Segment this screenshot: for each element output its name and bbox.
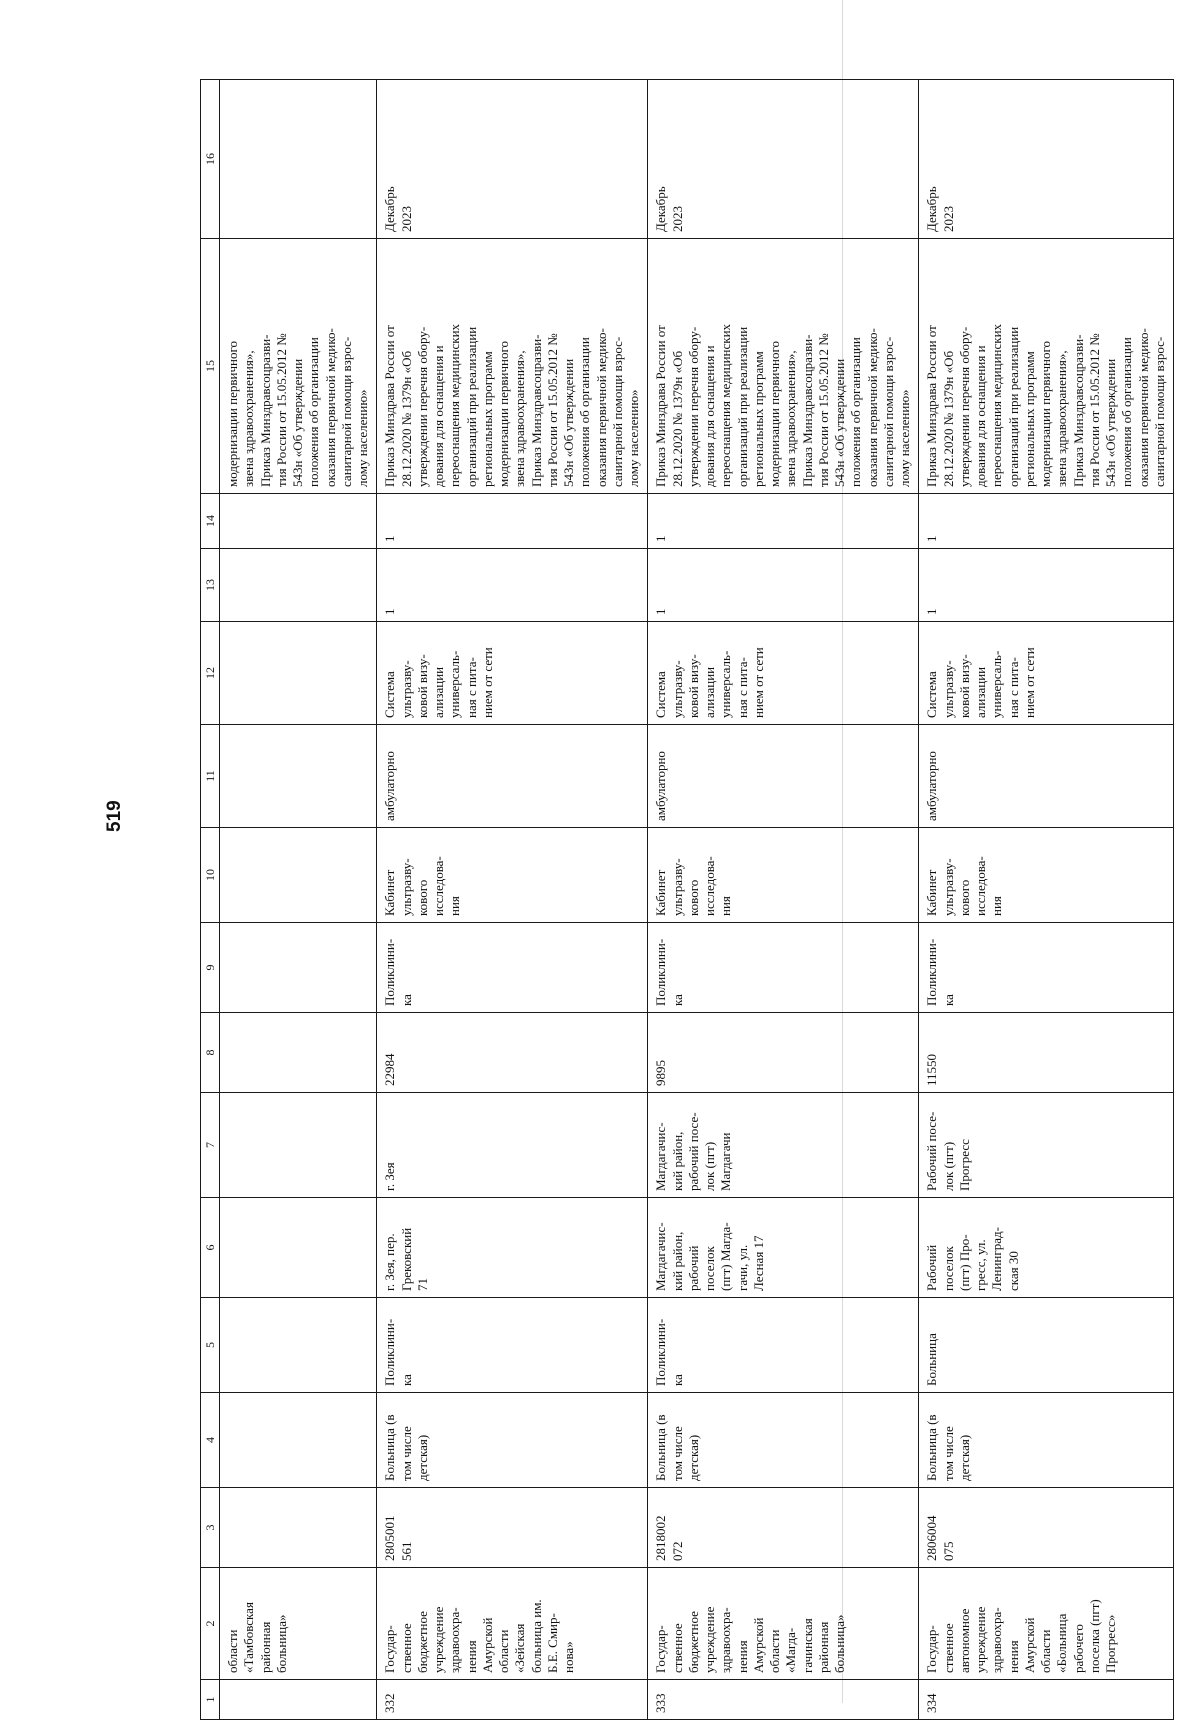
cell-quantity: 1 xyxy=(377,549,648,622)
column-number: 7 xyxy=(201,1093,220,1198)
column-number: 13 xyxy=(201,549,220,622)
column-number: 9 xyxy=(201,923,220,1013)
cell-org-type: Больница (в том числе детская) xyxy=(377,1393,648,1488)
cell-inn: 2806004 075 xyxy=(919,1488,1174,1568)
cell-population: 22984 xyxy=(377,1013,648,1093)
column-number: 1 xyxy=(201,1680,220,1720)
page-number: 519 xyxy=(104,800,125,832)
cell-inn: 2805001 561 xyxy=(377,1488,648,1568)
column-number: 16 xyxy=(201,80,220,239)
cell-equipment: Система ультразву- ковой визу- ализации универсаль- ная с пита- нием от сети xyxy=(919,622,1174,725)
cell-subdivision: Поликлини- ка xyxy=(377,923,648,1013)
cell-locality: г. Зея xyxy=(377,1093,648,1198)
cell-address: Рабочий поселок (пгт) Про- гресс, ул. Ленинград- ская 30 xyxy=(919,1198,1174,1298)
cell-regulation: Приказ Минздрава России от 28.12.2020 № 1379н «Об утверждении перечня обору- дования для оснащения и переоснащения медицинских организаций при реализации региональных программ модернизации первичного звена здравоохранения», Приказ Минздравсоцразви- тия России от 15.05.2012 № 543н «Об утверждении положения об организации оказания первичной медико- санитарной помощи взрос- xyxy=(919,239,1174,494)
cell-quantity-total: 1 xyxy=(648,494,919,549)
column-number: 14 xyxy=(201,494,220,549)
cell-care-conditions: амбулаторно xyxy=(648,725,919,828)
column-number: 3 xyxy=(201,1488,220,1568)
cell-cabinet: Кабинет ультразву- кового исследова- ния xyxy=(648,828,919,923)
cell-unit-type xyxy=(220,1298,377,1393)
cell-care-conditions: амбулаторно xyxy=(919,725,1174,828)
cell-care-conditions: амбулаторно xyxy=(377,725,648,828)
cell-organization: области «Тамбовская районная больница» xyxy=(220,1568,377,1680)
cell-subdivision xyxy=(220,923,377,1013)
cell-org-type xyxy=(220,1393,377,1488)
cell-inn: 2818002 072 xyxy=(648,1488,919,1568)
cell-regulation: Приказ Минздрава России от 28.12.2020 № 1379н «Об утверждении перечня обору- дования для оснащения и переоснащения медицинских организаций при реализации региональных программ модернизации первичного звена здравоохранения», Приказ Минздравсоцразви- тия России от 15.05.2012 № 543н «Об утверждении положения об организации оказания первичной медико- санитарной помощи взрос- лому населению» xyxy=(648,239,919,494)
column-number-row xyxy=(201,80,220,1720)
cell-quantity-total: 1 xyxy=(377,494,648,549)
cell-deadline: Декабрь 2023 xyxy=(377,80,648,239)
cell-population xyxy=(220,1013,377,1093)
cell-locality: Магдагачис- кий район, рабочий посе- лок (пгт) Магдагачи xyxy=(648,1093,919,1198)
cell-equipment: Система ультразву- ковой визу- ализации универсаль- ная с пита- нием от сети xyxy=(377,622,648,725)
cell-equipment: Система ультразву- ковой визу- ализации универсаль- ная с пита- нием от сети xyxy=(648,622,919,725)
column-number: 8 xyxy=(201,1013,220,1093)
cell-quantity: 1 xyxy=(919,549,1174,622)
cell-deadline: Декабрь 2023 xyxy=(919,80,1174,239)
cell-equipment xyxy=(220,622,377,725)
cell-regulation: Приказ Минздрава России от 28.12.2020 № 1379н «Об утверждении перечня обору- дования для оснащения и переоснащения медицинских организаций при реализации региональных программ модернизации первичного звена здравоохранения», Приказ Минздравсоцразви- тия России от 15.05.2012 № 543н «Об утверждении положения об организации оказания первичной медико- санитарной помощи взрос- лому населению» xyxy=(377,239,648,494)
column-number: 2 xyxy=(201,1568,220,1680)
cell-regulation: модернизации первичного звена здравоохранения», Приказ Минздравсоцразви- тия России от 15.05.2012 № 543н «Об утверждении положения об организации оказания первичной медико- санитарной помощи взрос- лому населению» xyxy=(220,239,377,494)
cell-cabinet: Кабинет ультразву- кового исследова- ния xyxy=(377,828,648,923)
cell-row-number: 333 xyxy=(648,1680,919,1720)
table-row xyxy=(919,80,1174,1720)
equipment-table xyxy=(200,79,1174,1720)
table-row xyxy=(648,80,919,1720)
cell-org-type: Больница (в том числе детская) xyxy=(919,1393,1174,1488)
cell-deadline xyxy=(220,80,377,239)
cell-care-conditions xyxy=(220,725,377,828)
cell-quantity xyxy=(220,549,377,622)
cell-population: 11550 xyxy=(919,1013,1174,1093)
cell-cabinet xyxy=(220,828,377,923)
table-row xyxy=(220,80,377,1720)
cell-row-number xyxy=(220,1680,377,1720)
cell-address xyxy=(220,1198,377,1298)
cell-quantity-total: 1 xyxy=(919,494,1174,549)
cell-locality: Рабочий посе- лок (пгт) Прогресс xyxy=(919,1093,1174,1198)
cell-unit-type: Поликлини- ка xyxy=(377,1298,648,1393)
column-number: 5 xyxy=(201,1298,220,1393)
cell-quantity-total xyxy=(220,494,377,549)
cell-unit-type: Больница xyxy=(919,1298,1174,1393)
cell-org-type: Больница (в том числе детская) xyxy=(648,1393,919,1488)
column-number: 11 xyxy=(201,725,220,828)
column-number: 12 xyxy=(201,622,220,725)
column-number: 4 xyxy=(201,1393,220,1488)
column-number: 15 xyxy=(201,239,220,494)
cell-address: Магдагачис- кий район, рабочий поселок (пгт) Магда- гачи, ул. Лесная 17 xyxy=(648,1198,919,1298)
cell-cabinet: Кабинет ультразву- кового исследова- ния xyxy=(919,828,1174,923)
cell-unit-type: Поликлини- ка xyxy=(648,1298,919,1393)
cell-organization: Государ- ственное автономное учреждение здравоохра- нения Амурской области «Больница рабочего поселка (пгт) Прогресс» xyxy=(919,1568,1174,1680)
cell-subdivision: Поликлини- ка xyxy=(648,923,919,1013)
cell-row-number: 334 xyxy=(919,1680,1174,1720)
cell-quantity: 1 xyxy=(648,549,919,622)
cell-address: г. Зея, пер. Грековский 71 xyxy=(377,1198,648,1298)
cell-subdivision: Поликлини- ка xyxy=(919,923,1174,1013)
column-number: 10 xyxy=(201,828,220,923)
cell-row-number: 332 xyxy=(377,1680,648,1720)
cell-locality xyxy=(220,1093,377,1198)
rotated-table-wrapper xyxy=(200,80,1167,1720)
cell-organization: Государ- ственное бюджетное учреждение здравоохра- нения Амурской области «Зейская больница им. Б.Е. Смир- нова» xyxy=(377,1568,648,1680)
column-number: 6 xyxy=(201,1198,220,1298)
cell-organization: Государ- ственное бюджетное учреждение здравоохра- нения Амурской области «Магда- гачинская районная больница» xyxy=(648,1568,919,1680)
cell-inn xyxy=(220,1488,377,1568)
table-row xyxy=(377,80,648,1720)
cell-deadline: Декабрь 2023 xyxy=(648,80,919,239)
cell-population: 9895 xyxy=(648,1013,919,1093)
